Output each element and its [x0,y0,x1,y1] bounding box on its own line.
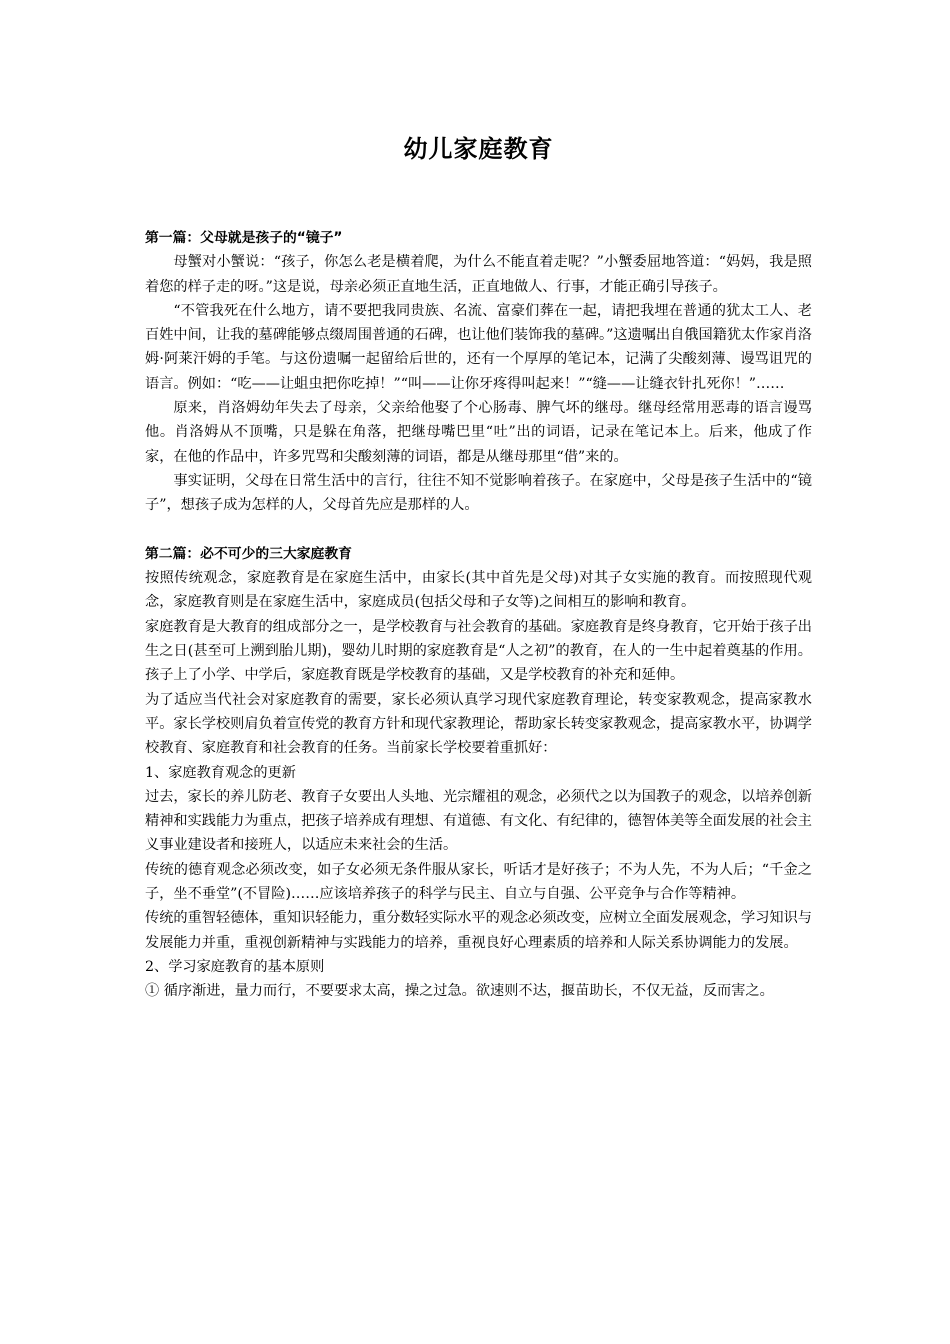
section-2-subheading: 2、学习家庭教育的基本原则 [145,958,325,975]
document-title: 幼儿家庭教育 [403,135,554,163]
section-1-paragraph: “不管我死在什么地方，请不要把我同贵族、名流、富豪们葬在一起，请把我埋在普通的犹太工人、老百姓中间，让我的墓碑能够点缀周围普通的石碑，也让他们装饰我的墓碑。”这遗嘱出自俄国籍犹太作家肖洛姆·阿莱汗姆的手笔。与这份遗嘱一起留给后世的，还有一个厚厚的笔记本，记满了尖酸刻薄、谩骂诅咒的语言。例如：“吃——让蛆虫把你吃掉！”“叫——让你牙疼得叫起来！”“缝——让缝衣针扎死你！”…… [145,302,812,392]
section-2-list-item: ① 循序渐进，量力而行，不要要求太高，操之过急。欲速则不达，揠苗助长，不仅无益，反而害之。 [145,983,774,1000]
section-2-heading: 第二篇：必不可少的三大家庭教育 [145,545,352,562]
section-2-subheading: 1、家庭教育观念的更新 [145,764,296,781]
section-1-paragraph: 母蟹对小蟹说：“孩子，你怎么老是横着爬，为什么不能直着走呢？”小蟹委屈地答道：“妈妈，我是照着您的样子走的呀。”这是说，母亲必须正直地生活，正直地做人、行事，才能正确引导孩子。 [145,254,812,295]
section-1-paragraph: 原来，肖洛姆幼年失去了母亲，父亲给他娶了个心肠毒、脾气坏的继母。继母经常用恶毒的语言谩骂他。肖洛姆从不顶嘴，只是躲在角落，把继母嘴巴里“吐”出的词语，记录在笔记本上。后来，他成了作家，在他的作品中，许多咒骂和尖酸刻薄的词语，都是从继母那里“借”来的。 [145,400,812,465]
section-2-paragraph: 传统的德育观念必须改变，如子女必须无条件服从家长，听话才是好孩子；不为人先，不为人后；“千金之子，坐不垂堂”(不冒险)……应该培养孩子的科学与民主、自立与自强、公平竞争与合作等精神。 [145,861,812,903]
section-1-paragraph: 事实证明，父母在日常生活中的言行，往往不知不觉影响着孩子。在家庭中，父母是孩子生活中的“镜子”，想孩子成为怎样的人，父母首先应是那样的人。 [145,472,812,514]
section-2-paragraph: 过去，家长的养儿防老、教育子女要出人头地、光宗耀祖的观念，必须代之以为国教子的观念，以培养创新精神和实践能力为重点，把孩子培养成有理想、有道德、有文化、有纪律的，德智体美等全面发展的社会主义事业建设者和接班人，以适应未来社会的生活。 [145,788,812,854]
section-spacer [145,518,812,542]
document-body [145,226,812,1004]
section-2-paragraph: 传统的重智轻德体，重知识轻能力，重分数轻实际水平的观念必须改变，应树立全面发展观念，学习知识与发展能力并重，重视创新精神与实践能力的培养，重视良好心理素质的培养和人际关系协调能力的发展。 [145,910,812,951]
section-1-heading: 第一篇：父母就是孩子的“镜子” [145,230,343,246]
section-2-paragraph: 按照传统观念，家庭教育是在家庭生活中，由家长(其中首先是父母)对其子女实施的教育。而按照现代观念，家庭教育则是在家庭生活中，家庭成员(包括父母和子女等)之间相互的影响和教育。 [145,570,812,611]
section-2-paragraph: 家庭教育是大教育的组成部分之一，是学校教育与社会教育的基础。家庭教育是终身教育，它开始于孩子出生之日(甚至可上溯到胎儿期)，婴幼儿时期的家庭教育是“人之初”的教育，在人的一生中起着奠基的作用。孩子上了小学、中学后，家庭教育既是学校教育的基础，又是学校教育的补充和延伸。 [145,618,812,684]
section-2-paragraph: 为了适应当代社会对家庭教育的需要，家长必须认真学习现代家庭教育理论，转变家教观念，提高家教水平。家长学校则肩负着宣传党的教育方针和现代家教理论，帮助家长转变家教观念，提高家教水平，协调学校教育、家庭教育和社会教育的任务。当前家长学校要着重抓好： [145,691,812,757]
